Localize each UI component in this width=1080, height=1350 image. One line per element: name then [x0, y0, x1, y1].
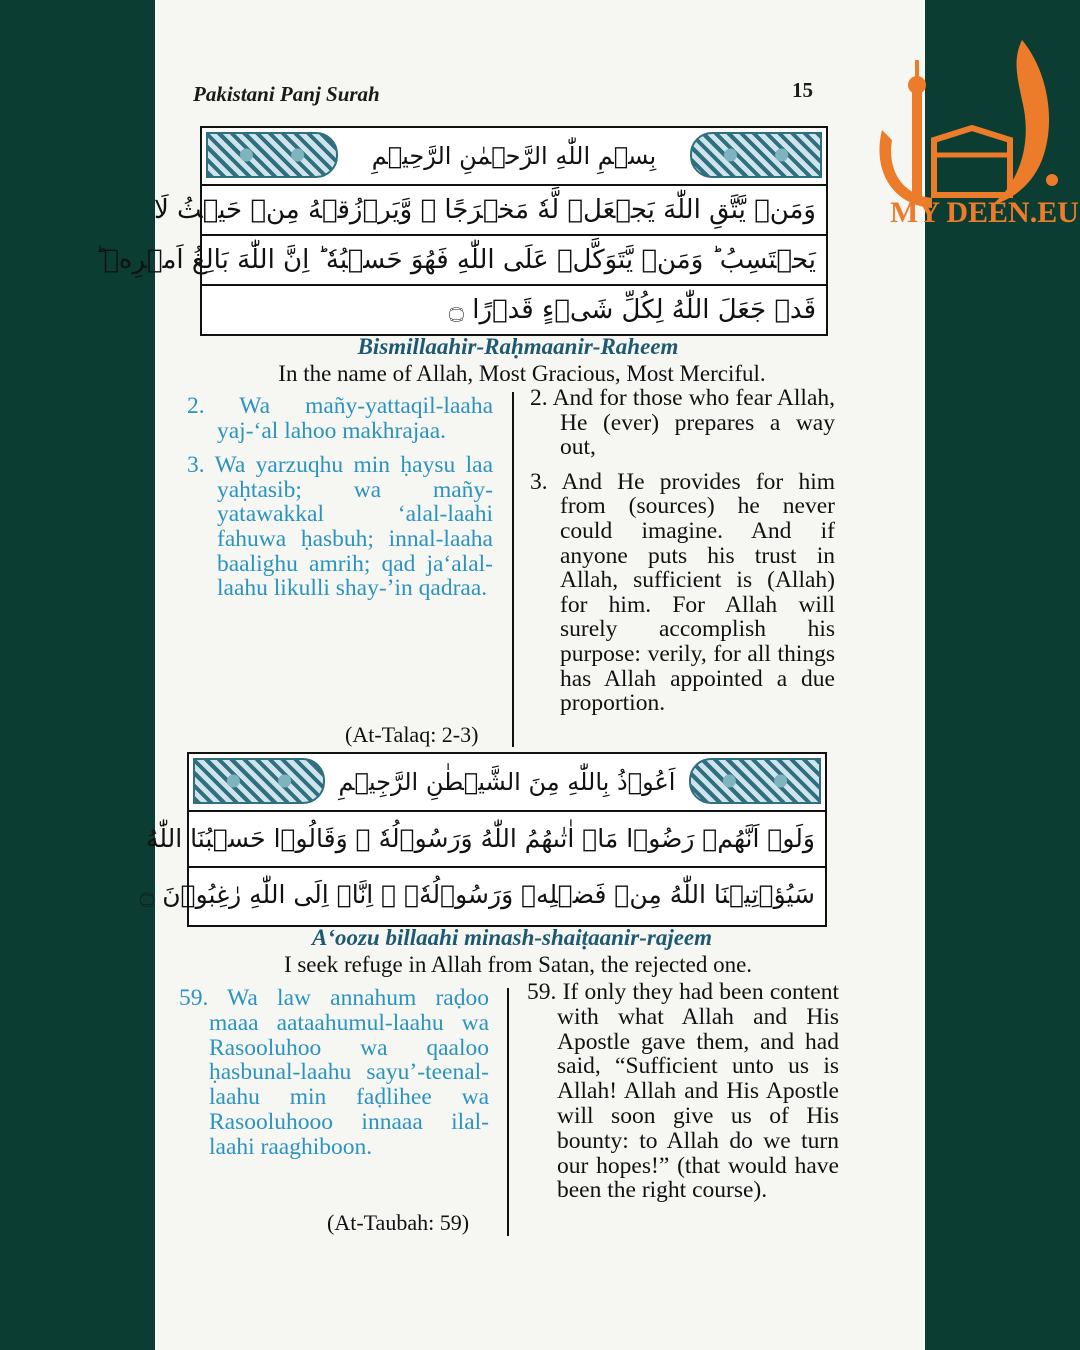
transliteration-title: Bismillaahir-Raḥmaanir-Raheem	[357, 334, 679, 359]
verse-translation: 3. And He provides for him from (sources) he never could imagine. And if anyone puts his trust in Allah, sufficient is (Allah) for him. For Allah will surely accomplish his purpose: verily, for all things has Allah appointed a due proportion.	[530, 468, 835, 717]
verse-transliteration: 2. Wa mañy-yattaqil-laaha yaj-‘al lahoo makhrajaa.	[187, 393, 493, 444]
translation-title: I seek refuge in Allah from Satan, the rejected one.	[283, 952, 753, 977]
translation-column	[530, 386, 835, 726]
transliteration-column	[187, 394, 493, 611]
transliteration-column	[179, 986, 489, 1170]
column-divider	[512, 392, 514, 747]
taawwuz-text: اَعُوۡذُ بِاللّٰهِ مِنَ الشَّيۡطٰنِ الرَّجِيۡمِ	[338, 768, 676, 796]
arabic-line: قَدۡ جَعَلَ اللّٰهُ لِكُلِّ شَىۡءٍ قَدۡرًا ۝	[448, 295, 816, 325]
ornament-right-icon	[690, 132, 822, 178]
watermark-text: MY DEEN.EU	[890, 196, 1079, 229]
page-number: 15	[792, 78, 813, 102]
arabic-line: وَمَنۡ يَّتَّقِ اللّٰهَ يَجۡعَلۡ لَّهٗ مَخۡرَجًا ۙ وَّيَرۡزُقۡهُ مِنۡ حَيۡثُ لَا	[202, 186, 826, 236]
ornament-left-icon	[193, 758, 325, 804]
taawwuz-banner	[189, 754, 825, 812]
ornament-right-icon	[689, 758, 821, 804]
surah-reference: (At-Taubah: 59)	[327, 1210, 470, 1235]
verse-transliteration: 3. Wa yarzuqhu min ḥaysu laa yaḥtasib; wa mañy-yatawakkal ‘alal-laahi fahuwa ḥasbuh; innal-laaha baalighu amrih; qad ja‘alal-laahu likulli shay-’in qadraa.	[187, 452, 493, 602]
arabic-verse-box-2	[139, 752, 827, 927]
transliteration-title: A‘oozu billaahi minash-shaiṭaanir-rajeem	[311, 925, 713, 950]
surah-reference: (At-Talaq: 2-3)	[345, 722, 479, 747]
verse-transliteration: 59. Wa law annahum raḍoo maaa aataahumul-laahu wa Rasooluhoo wa qaaloo ḥasbunal-laahu sayu’-teenal-laahu min faḍlihee wa Rasooluhooo innaaa ilal-laahi raaghiboon.	[179, 985, 489, 1160]
book-page	[95, 0, 925, 1350]
bismillah-text: بِسۡمِ اللّٰهِ الرَّحۡمٰنِ الرَّحِيۡمِ	[371, 142, 657, 170]
arabic-line: يَحۡتَسِبُ ؕ وَمَنۡ يَّتَوَكَّلۡ عَلَى اللّٰهِ فَهُوَ حَسۡبُهٗ ؕ اِنَّ اللّٰهَ بَالِغُ اَمۡرِهٖ ؕ	[202, 236, 826, 286]
column-divider	[507, 988, 509, 1236]
arabic-line: سَيُؤۡتِيۡنَا اللّٰهُ مِنۡ فَضۡلِهٖ وَرَسُوۡلُهٗۤ ۙ اِنَّاۤ اِلَى اللّٰهِ رٰغِبُوۡنَ ۝	[139, 880, 815, 909]
bismillah-banner	[202, 128, 826, 186]
arabic-line: وَلَوۡ اَنَّهُمۡ رَضُوۡا مَاۤ اٰتٰٮهُمُ اللّٰهُ وَرَسُوۡلُهٗ ۙ وَقَالُوۡا حَسۡبُنَا اللّٰهُ	[189, 812, 825, 868]
running-head: Pakistani Panj Surah	[193, 82, 380, 106]
verse-translation: 2. And for those who fear Allah, He (ever) prepares a way out,	[530, 385, 835, 461]
ornament-left-icon	[206, 132, 338, 178]
translation-column	[527, 980, 839, 1213]
translation-title: In the name of Allah, Most Gracious, Most Merciful.	[278, 361, 766, 386]
verse-translation: 59. If only they had been content with what Allah and His Apostle gave them, and had said, “Sufficient unto us is Allah! Allah and His Apostle will soon give us of His bounty: to Allah do we turn our hopes!” (that would have been the right course).	[527, 979, 839, 1204]
arabic-verse-box-1	[95, 126, 828, 336]
